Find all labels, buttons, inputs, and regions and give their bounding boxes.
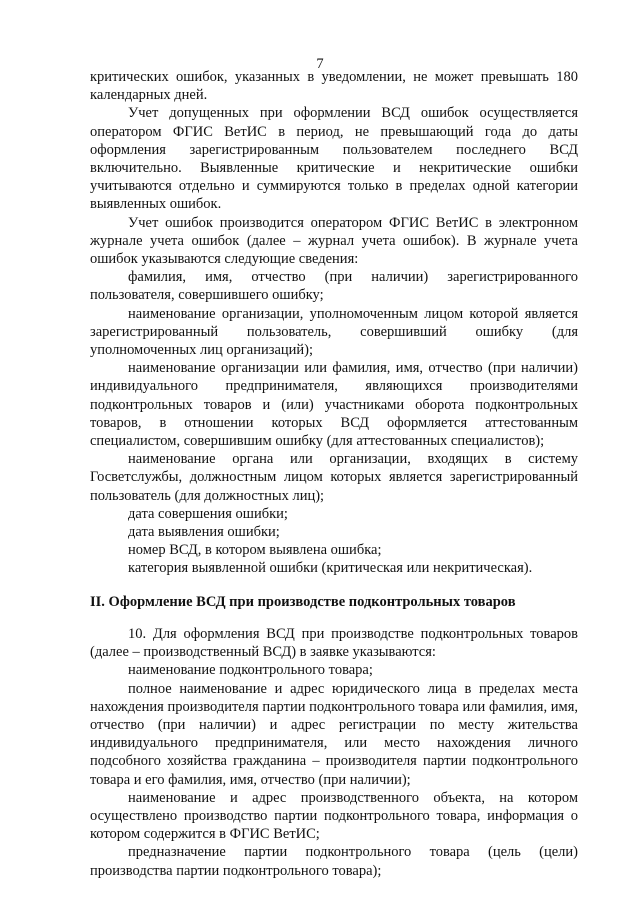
clause-item-producer-details: полное наименование и адрес юридического лица в пределах места нахождения производителя партии подконтрольного товара или фамилия, имя, отчество (при наличии) и адрес регистрации по месту жительства индивидуального предпринимателя, или место нахождения личного подсобного хозяйства гражданина – производителя партии подконтрольного товара и его фамилия, имя, отчество (при наличии);	[90, 680, 578, 788]
journal-item-organization: наименование организации, уполномоченным лицом которой является зарегистрированный пользователь, совершивший ошибку (для уполномоченных лиц организаций);	[90, 305, 578, 359]
clause-item-purpose: предназначение партии подконтрольного товара (цель (цели) производства партии подконтрольного товара);	[90, 844, 578, 879]
clause-item-product-name: наименование подконтрольного товара;	[128, 662, 373, 679]
journal-item-error-category: категория выявленной ошибки (критическая или некритическая).	[128, 560, 533, 577]
section-heading: II. Оформление ВСД при производстве подконтрольных товаров	[90, 593, 516, 610]
paragraph-continuation: критических ошибок, указанных в уведомлении, не может превышать 180 календарных дней.	[90, 69, 578, 104]
journal-item-producer: наименование организации или фамилия, имя, отчество (при наличии) индивидуального предпринимателя, являющихся производителями подконтрольных товаров и (или) участниками оборота подконтрольных товаров, в отношении которых ВСД оформляется аттестованным специалистом, совершившим ошибку (для аттестованных специалистов);	[90, 360, 578, 450]
clause-item-production-facility: наименование и адрес производственного объекта, на котором осуществлено производство партии подконтрольного товара, информация о котором содержится в ФГИС ВетИС;	[90, 789, 578, 843]
paragraph-error-journal: Учет ошибок производится оператором ФГИС ВетИС в электронном журнале учета ошибок (далее – журнал учета ошибок). В журнале учета ошибок указываются следующие сведения:	[90, 214, 578, 268]
paragraph-clause-10: 10. Для оформления ВСД при производстве подконтрольных товаров (далее – производственный ВСД) в заявке указываются:	[90, 625, 578, 661]
paragraph-error-accounting: Учет допущенных при оформлении ВСД ошибок осуществляется оператором ФГИС ВетИС в период, не превышающий года до даты оформления зарегистрированным пользователем последнего ВСД включительно. Выявленные критические и некритические ошибки учитываются отдельно и суммируются только в пределах одной категории выявленных ошибок.	[90, 105, 578, 213]
page-number: 7	[316, 56, 324, 72]
journal-item-error-date: дата совершения ошибки;	[128, 505, 288, 522]
journal-item-vsd-number: номер ВСД, в котором выявлена ошибка;	[128, 542, 382, 559]
journal-item-user-name: фамилия, имя, отчество (при наличии) зарегистрированного пользователя, совершившего ошибку;	[90, 269, 578, 304]
journal-item-authority: наименование органа или организации, входящих в систему Госветслужбы, должностным лицом которых является зарегистрированный пользователь (для должностных лиц);	[90, 451, 578, 504]
journal-item-detection-date: дата выявления ошибки;	[128, 524, 280, 541]
document-body	[90, 68, 578, 880]
